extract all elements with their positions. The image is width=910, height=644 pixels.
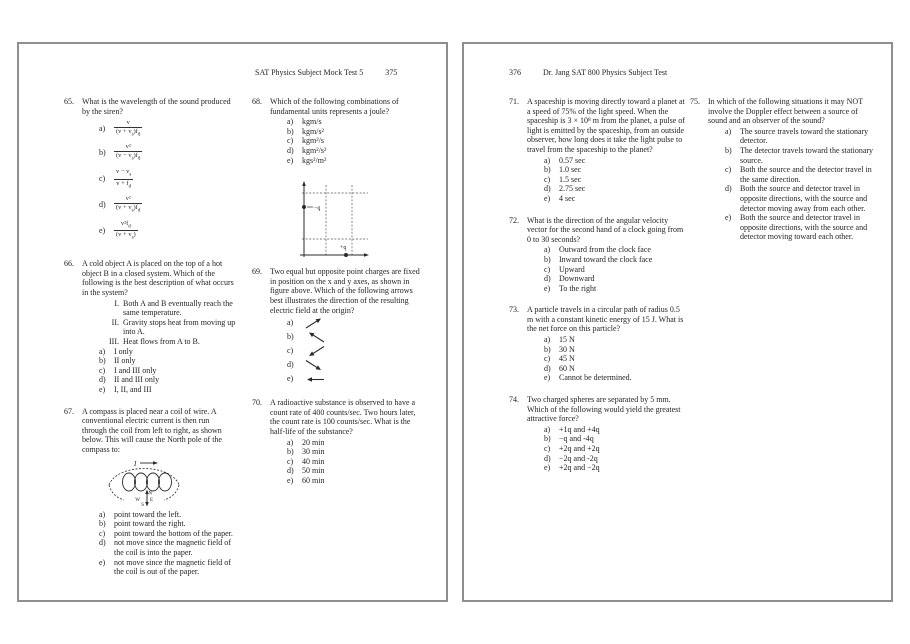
point-charges-figure: [294, 177, 372, 259]
option-row: [527, 354, 685, 364]
option-text: I only: [114, 346, 133, 356]
option-text: 2.75 sec: [559, 184, 586, 194]
option-text: 4 sec: [559, 193, 576, 203]
option-text: Upward: [559, 264, 585, 274]
option-row: [270, 127, 424, 137]
question-text: A spaceship is moving directly toward a planet at a speed of 75% of the light speed. When the spaceship is 3 × 10⁸ m from the planet, a pulse of light is emitted by the spaceship, from an outside observer, how long does it take the light pulse to travel from the spaceship to the planet?: [527, 97, 685, 154]
question-69: [252, 267, 424, 386]
current-label: I: [134, 459, 137, 468]
option-text: The source travels toward the stationary detector.: [740, 126, 869, 146]
option-text: point toward the bottom of the paper.: [114, 528, 233, 538]
option-label: c): [725, 165, 732, 175]
page-header-right: [509, 68, 667, 78]
option-label: a): [544, 155, 551, 165]
option-row: [527, 274, 685, 284]
roman-label: II.: [111, 317, 119, 327]
option-label: a): [287, 437, 294, 447]
book-page-right: [462, 42, 893, 602]
option-row: [270, 136, 424, 146]
option-label: e): [287, 374, 294, 384]
option-label: b): [287, 447, 294, 457]
option-row: [270, 438, 424, 448]
option-label: b): [544, 344, 551, 354]
option-text: +1q and +4q: [559, 424, 600, 434]
option-label: c): [544, 354, 551, 364]
question-text: A compass is placed near a coil of wire. A conventional electric current is then run through the coil from left to right, as shown below. This will cause the North pole of the compass to:: [82, 406, 222, 454]
option-label: e): [544, 373, 551, 383]
roman-text: Heat flows from A to B.: [123, 337, 200, 347]
option-row: [82, 347, 236, 357]
option-label: b): [725, 145, 732, 155]
positive-charge-label: +q: [340, 245, 347, 252]
question-text: In which of the following situations it may NOT involve the Doppler effect between a source of sound and an observer of the sound?: [708, 97, 863, 126]
option-row: [527, 265, 685, 275]
option-label: d): [99, 538, 106, 548]
option-label: a): [99, 509, 106, 519]
option-label: a): [544, 335, 551, 345]
option-row: [82, 119, 236, 138]
option-row: [270, 146, 424, 156]
compass-south-label: S: [141, 502, 144, 508]
left-page-column-1: [64, 97, 236, 589]
option-row: [527, 434, 685, 444]
option-text: 45 N: [559, 354, 575, 364]
option-text: 60 N: [559, 363, 575, 373]
question-number: 65.: [64, 97, 74, 106]
fraction: [114, 195, 142, 214]
option-row: [708, 213, 874, 242]
option-row: [708, 127, 874, 146]
roman-item: [82, 318, 236, 337]
arrow-left-icon: [302, 372, 328, 386]
option-text: 50 min: [302, 466, 325, 476]
option-label: c): [544, 444, 551, 453]
compass-north-label: N: [148, 491, 153, 497]
option-row: [527, 165, 685, 175]
option-text: +2q and −2q: [559, 463, 600, 473]
option-text: 40 min: [302, 456, 325, 466]
arrow-up-left-icon: [302, 330, 328, 344]
question-text: A radioactive substance is observed to have a count rate of 400 counts/sec. Two hours later, the count rate is 100 counts/sec. What is the half-life of the substance?: [270, 398, 416, 436]
option-text: I and III only: [114, 365, 157, 375]
option-label: d): [99, 200, 106, 210]
arrow-up-right-icon: [302, 316, 328, 330]
option-row: [270, 372, 424, 386]
option-text: kgm/s: [302, 117, 322, 127]
page-number: 376: [509, 68, 521, 77]
option-label: d): [725, 184, 732, 194]
roman-label: III.: [109, 337, 119, 347]
option-label: e): [99, 226, 106, 236]
option-row: [527, 184, 685, 194]
fraction-denominator: $(v + v_s)f_d$: [116, 127, 141, 137]
roman-label: I.: [114, 298, 119, 308]
option-text: not move since the magnetic field of the coil is into the paper.: [114, 538, 231, 557]
fraction-numerator: v²: [125, 143, 131, 151]
option-text: point toward the left.: [114, 509, 182, 519]
option-text: Cannot be determined.: [559, 373, 632, 383]
fraction-denominator: $(v - v_s)f_d$: [116, 151, 141, 162]
option-label: e): [287, 475, 294, 485]
option-label: e): [287, 155, 294, 165]
option-row: [270, 466, 424, 476]
option-label: a): [287, 117, 294, 127]
option-text: 20 min: [302, 437, 325, 447]
option-row: [270, 117, 424, 127]
coil-compass-figure: [102, 458, 186, 506]
question-72: [509, 216, 685, 294]
running-title: SAT Physics Subject Mock Test 5: [255, 68, 364, 77]
option-row: [527, 194, 685, 204]
option-text: 0.57 sec: [559, 155, 586, 165]
option-row: [270, 457, 424, 467]
option-row: [82, 538, 236, 557]
fraction: [114, 119, 142, 138]
option-label: c): [287, 136, 294, 146]
option-text: kgm²/s²: [302, 145, 327, 155]
fraction: [114, 143, 142, 162]
option-text: To the right: [559, 283, 597, 293]
option-row: [527, 175, 685, 185]
question-74: [509, 395, 685, 473]
option-text: not move since the magnetic field of the coil is out of the paper.: [114, 557, 231, 577]
page-header-left: [255, 68, 397, 78]
option-label: d): [544, 363, 551, 373]
question-text: A particle travels in a circular path of radius 0.5 m with a constant kinetic energy of 15 J. What is the net force on this particle?: [527, 305, 684, 334]
fraction-denominator: $v + f_d$: [116, 179, 132, 189]
option-row: [527, 454, 685, 464]
option-row: [527, 284, 685, 294]
arrow-down-left-icon: [302, 344, 328, 358]
option-text: II and III only: [114, 375, 160, 385]
running-title: Dr. Jang SAT 800 Physics Subject Test: [543, 68, 668, 77]
option-text: point toward the right.: [114, 519, 186, 529]
option-row: [82, 375, 236, 385]
roman-item: [82, 299, 236, 318]
option-row: [82, 356, 236, 366]
option-label: c): [99, 528, 106, 538]
question-text: What is the wavelength of the sound produced by the siren?: [82, 97, 231, 116]
option-label: a): [287, 318, 294, 328]
option-label: e): [544, 193, 551, 203]
option-text: −2q and -2q: [559, 453, 598, 463]
roman-text: Gravity stops heat from moving up into A.: [123, 317, 236, 337]
option-row: [270, 316, 424, 330]
option-row: [82, 195, 236, 214]
option-text: −q and -4q: [559, 434, 594, 444]
option-text: 30 min: [302, 447, 325, 457]
fraction: [114, 168, 133, 191]
question-text: Two charged spheres are separated by 5 mm. Which of the following would yield the greatest attractive force?: [527, 395, 681, 424]
option-label: b): [287, 126, 294, 136]
option-row: [527, 463, 685, 473]
option-row: [527, 425, 685, 435]
question-text: What is the direction of the angular velocity vector for the second hand of a clock going from 0 to 30 seconds?: [527, 215, 684, 244]
option-label: b): [544, 165, 551, 175]
option-row: [82, 385, 236, 395]
option-label: d): [544, 274, 551, 284]
option-text: 1.5 sec: [559, 174, 582, 184]
option-row: [708, 165, 874, 184]
question-number: 73.: [509, 305, 519, 315]
option-row: [527, 364, 685, 374]
option-row: [527, 345, 685, 355]
option-label: c): [99, 174, 106, 184]
option-label: d): [287, 466, 294, 476]
fraction-numerator: v: [126, 119, 130, 127]
option-row: [82, 558, 236, 577]
question-number: 75.: [690, 97, 700, 106]
question-number: 72.: [509, 215, 519, 225]
question-71: [509, 97, 685, 204]
option-label: a): [99, 346, 106, 356]
option-row: [527, 373, 685, 383]
option-label: e): [99, 557, 106, 567]
option-label: d): [287, 145, 294, 155]
option-label: a): [544, 424, 551, 434]
roman-item: [82, 337, 236, 347]
fraction: [114, 220, 138, 243]
page-number: 375: [385, 68, 398, 77]
question-number: 67.: [64, 406, 74, 416]
option-label: c): [99, 365, 106, 375]
option-row: [527, 335, 685, 345]
question-text: A cold object A is placed on the top of a hot object B in a closed system. Which of the following is the best description of what occurs in the system?: [82, 259, 234, 298]
option-text: Both the source and detector travel in opposite directions, with the source and detector moving toward each other.: [740, 213, 868, 242]
option-text: 30 N: [559, 344, 575, 354]
option-label: b): [287, 332, 294, 342]
question-67: [64, 407, 236, 577]
option-text: I, II, and III: [114, 384, 152, 394]
question-70: [252, 398, 424, 485]
option-label: e): [725, 213, 732, 223]
option-label: c): [287, 346, 294, 356]
right-page-column-2: [690, 97, 874, 254]
right-page-column-1: [509, 97, 685, 485]
option-text: 1.0 sec: [559, 165, 582, 175]
question-text: Two equal but opposite point charges are fixed in position on the x and y axes, as shown in figure above. Which of the following arrows best illustrates the direction of the resulting electric field at the origin?: [270, 267, 420, 315]
option-row: [270, 476, 424, 486]
question-number: 68.: [252, 97, 262, 106]
option-text: kgs²/m²: [302, 155, 327, 165]
option-text: Inward toward the clock face: [559, 254, 653, 264]
question-66: [64, 259, 236, 394]
option-label: d): [544, 184, 551, 194]
fraction-numerator: v²: [125, 195, 131, 203]
option-text: Both the source and the detector travel in the same direction.: [740, 165, 872, 184]
question-number: 71.: [509, 97, 519, 106]
fraction-numerator: $v^2f_d$: [120, 219, 131, 229]
option-label: d): [99, 375, 106, 385]
option-label: a): [544, 245, 551, 255]
option-text: +2q and +2q: [559, 444, 600, 453]
option-text: kgm/s²: [302, 126, 324, 136]
option-text: II only: [114, 356, 136, 366]
option-row: [270, 344, 424, 358]
option-label: d): [287, 360, 294, 370]
option-text: 15 N: [559, 335, 575, 345]
option-text: Downward: [559, 274, 595, 284]
option-label: c): [287, 456, 294, 466]
roman-text: Both A and B eventually reach the same temperature.: [123, 298, 233, 318]
option-row: [270, 447, 424, 457]
option-row: [82, 510, 236, 520]
option-row: [270, 358, 424, 372]
question-text: Which of the following combinations of fundamental units represents a joule?: [270, 97, 399, 116]
fraction-denominator: $(v + v_s)$: [116, 231, 136, 241]
question-73: [509, 305, 685, 383]
question-number: 69.: [252, 267, 262, 277]
option-row: [708, 184, 874, 213]
fraction-numerator: $v - v_s$: [116, 167, 132, 178]
option-row: [270, 156, 424, 166]
negative-charge-label: −q: [314, 205, 321, 212]
option-row: [82, 366, 236, 376]
option-label: c): [544, 174, 551, 184]
option-text: kgm²/s: [302, 136, 324, 146]
book-page-left: [17, 42, 448, 602]
option-label: a): [99, 124, 106, 134]
option-label: e): [99, 384, 106, 394]
question-75: [690, 97, 874, 242]
option-row: [82, 143, 236, 162]
option-text: The detector travels toward the stationary source.: [740, 145, 874, 165]
question-number: 70.: [252, 398, 262, 408]
option-row: [708, 146, 874, 165]
question-68: [252, 97, 424, 165]
question-65: [64, 97, 236, 247]
arrow-down-right-icon: [302, 358, 328, 372]
fraction-denominator: $(v + v_s)f_d$: [116, 203, 141, 214]
option-row: [82, 529, 236, 539]
option-row: [527, 156, 685, 166]
option-text: Both the source and detector travel in opposite directions, with the source and detector moving away from each other.: [740, 184, 868, 213]
option-text: Outward from the clock face: [559, 245, 651, 255]
option-row: [82, 220, 236, 243]
option-label: b): [99, 148, 106, 158]
option-row: [527, 255, 685, 265]
option-label: e): [544, 283, 551, 293]
compass-west-label: W: [135, 497, 140, 503]
option-label: b): [99, 519, 106, 529]
compass-east-label: E: [150, 497, 154, 503]
option-label: d): [544, 453, 551, 463]
question-number: 74.: [509, 395, 519, 405]
option-row: [527, 245, 685, 255]
option-label: b): [544, 254, 551, 264]
option-label: b): [99, 356, 106, 366]
option-label: b): [544, 434, 551, 444]
option-row: [270, 330, 424, 344]
option-text: 60 min: [302, 475, 325, 485]
option-label: c): [544, 264, 551, 274]
option-row: [527, 444, 685, 454]
option-label: a): [725, 126, 732, 136]
option-row: [82, 168, 236, 191]
left-page-column-2: [252, 97, 424, 497]
option-label: e): [544, 463, 551, 473]
option-row: [82, 519, 236, 529]
question-number: 66.: [64, 259, 74, 269]
